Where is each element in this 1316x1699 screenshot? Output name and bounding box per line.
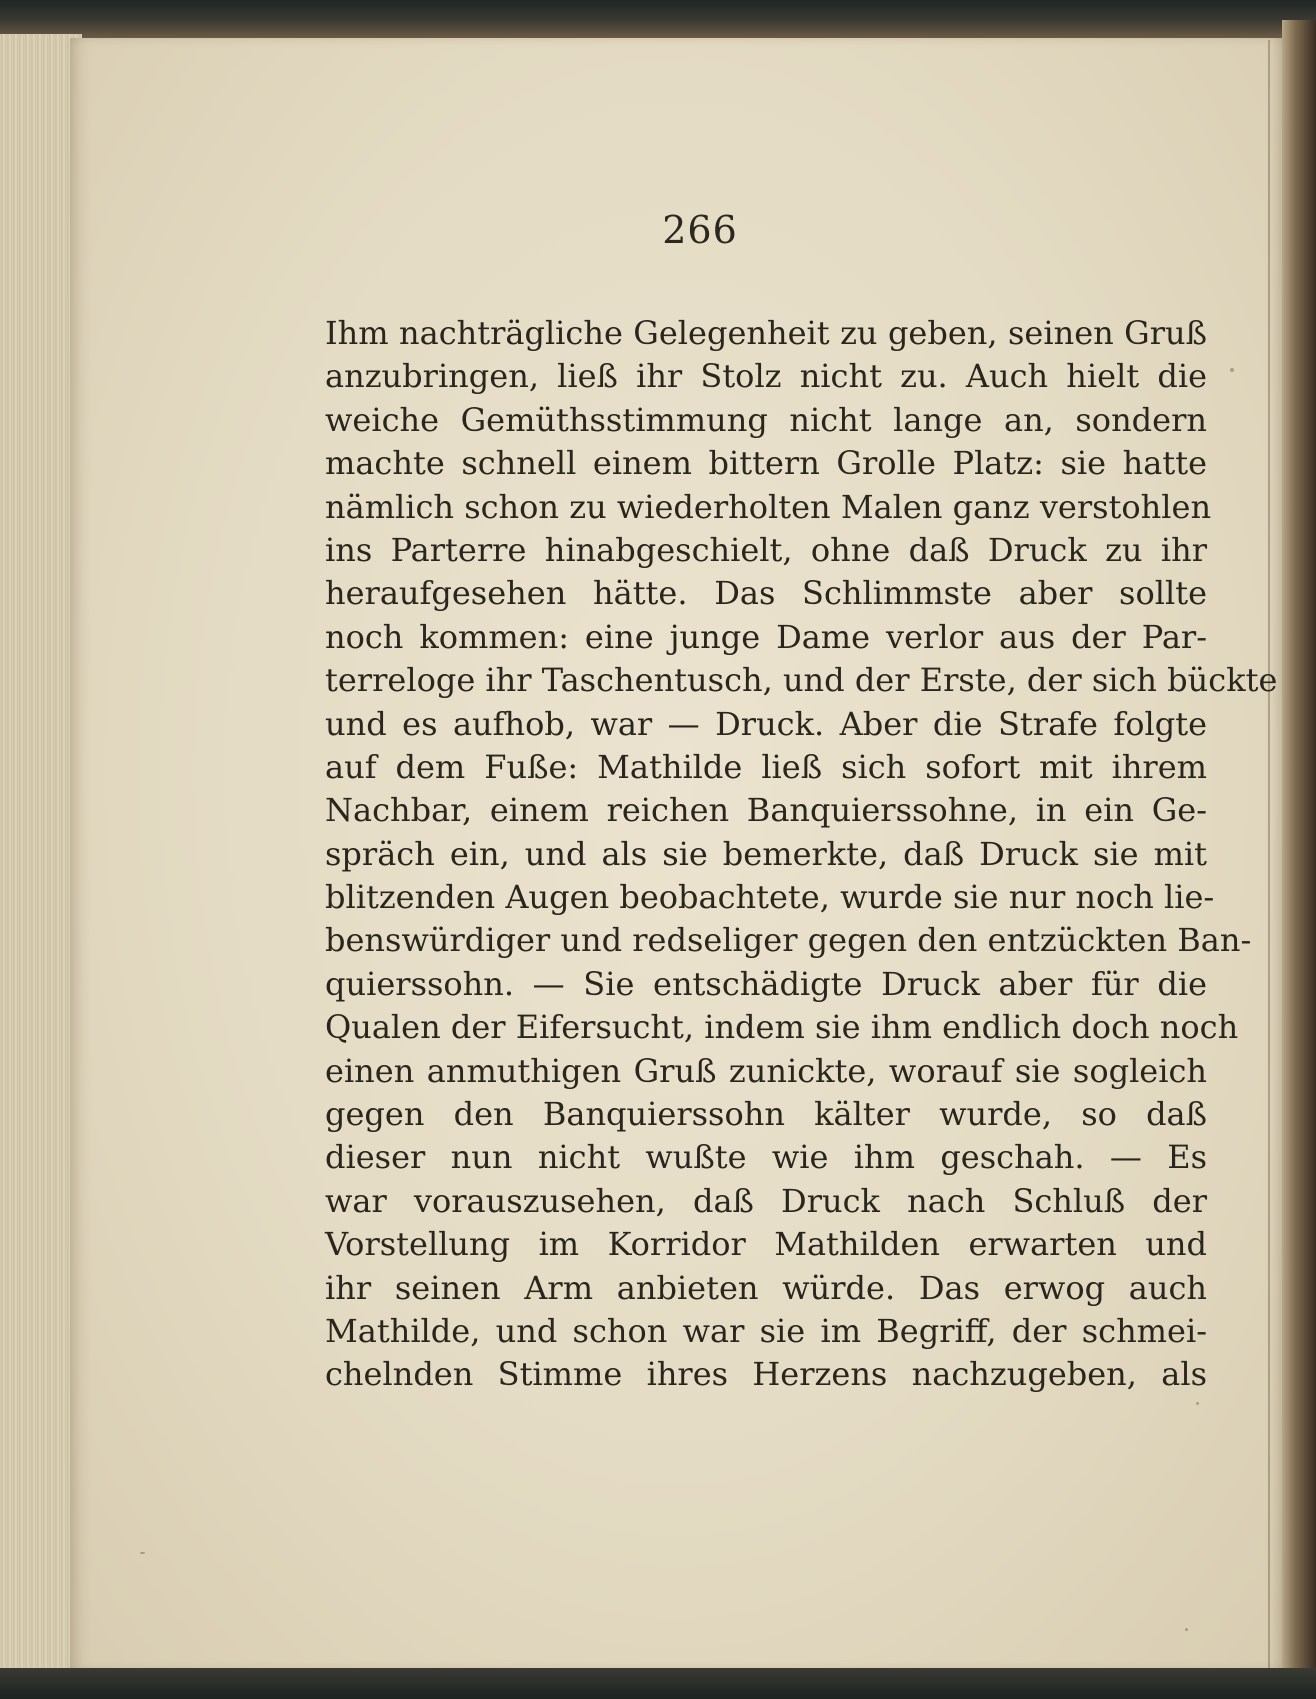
text-line: Nachbar, einem reichen Banquierssohne, in ein Ge- (325, 791, 1207, 830)
book-top-edge (0, 0, 1316, 38)
paper-speck (1185, 1628, 1188, 1631)
paper-speck (1230, 368, 1234, 372)
book-bottom-edge (0, 1668, 1316, 1699)
text-line: einen anmuthigen Gruß zunickte, worauf sie sogleich (325, 1051, 1207, 1090)
text-line: quierssohn. — Sie entschädigte Druck aber für die (325, 964, 1207, 1003)
text-line: chelnden Stimme ihres Herzens nachzugeben, als (325, 1355, 1207, 1394)
text-line: machte schnell einem bittern Grolle Platz: sie hatte (325, 444, 1207, 483)
text-line: noch kommen: eine junge Dame verlor aus der Par- (325, 617, 1207, 656)
text-line: Mathilde, und schon war sie im Begriff, der schmei- (325, 1311, 1207, 1350)
text-line: ins Parterre hinabgeschielt, ohne daß Druck zu ihr (325, 530, 1207, 569)
text-line: Vorstellung im Korridor Mathilden erwarten und (325, 1225, 1207, 1264)
text-line: ihr seinen Arm anbieten würde. Das erwog auch (325, 1268, 1207, 1307)
text-line: benswürdiger und redseliger gegen den entzückten Ban- (325, 921, 1252, 960)
text-line: Ihm nachträgliche Gelegenheit zu geben, seinen Gruß (325, 314, 1207, 352)
page-number: 266 (662, 208, 738, 252)
text-line: weiche Gemüthsstimmung nicht lange an, sondern (325, 400, 1207, 439)
text-line: gegen den Banquierssohn kälter wurde, so daß (325, 1095, 1207, 1134)
text-line: war vorauszusehen, daß Druck nach Schluß der (325, 1181, 1207, 1220)
text-line: terreloge ihr Taschentusch, und der Erste, der sich bückte (325, 661, 1278, 700)
body-text (325, 312, 1278, 1397)
text-line: heraufgesehen hätte. Das Schlimmste aber sollte (325, 574, 1207, 613)
text-line: nämlich schon zu wiederholten Malen ganz verstohlen (325, 487, 1212, 526)
text-line: auf dem Fuße: Mathilde ließ sich sofort mit ihrem (325, 747, 1207, 786)
paper-speck (140, 1552, 145, 1554)
text-line: blitzenden Augen beobachtete, wurde sie nur noch lie- (325, 878, 1215, 917)
text-line: und es aufhob, war — Druck. Aber die Strafe folgte (325, 704, 1207, 743)
paper-speck (1196, 1402, 1199, 1405)
book-right-edge (1282, 20, 1316, 1680)
page-edge-line (1268, 40, 1270, 1670)
text-line: spräch ein, und als sie bemerkte, daß Druck sie mit (325, 834, 1207, 873)
text-line: dieser nun nicht wußte wie ihm geschah. — Es (325, 1138, 1207, 1177)
paper-speck (1183, 818, 1186, 821)
text-line: Qualen der Eifersucht, indem sie ihm endlich doch noch (325, 1008, 1239, 1047)
text-line: anzubringen, ließ ihr Stolz nicht zu. Auch hielt die (325, 357, 1207, 396)
